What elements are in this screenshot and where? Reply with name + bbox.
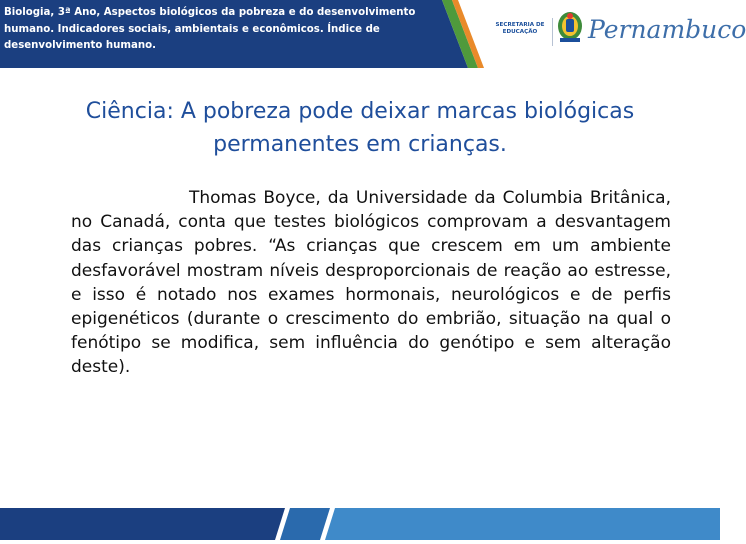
footer-band-shape: [0, 490, 720, 540]
logo-divider: [552, 18, 553, 46]
coat-of-arms-icon: [556, 10, 584, 44]
secretaria-label: SECRETARIA DE EDUCAÇÃO: [495, 22, 545, 35]
header-banner: [0, 0, 746, 68]
course-description: Biologia, 3ª Ano, Aspectos biológicos da pobreza e do desenvolvimento humano. Indicadores sociais, ambientais e econômicos. Índice de desenvolvimento humano.: [4, 7, 416, 51]
slide-body: [71, 186, 671, 380]
footer-band: [0, 490, 720, 540]
pernambuco-logo: [492, 8, 746, 52]
body-paragraph: Thomas Boyce, da Universidade da Columbia Britânica, no Canadá, conta que testes biológicos comprovam a desvantagem das crianças pobres. “As crianças que crescem em um ambiente desfavorável mostram níveis desproporcionais de reação ao estresse, e isso é notado nos exames hormonais, neurológicos e de perfis epigenéticos (durante o crescimento do embrião, situação na qual o fenótipo se modifica, sem influência do genótipo e sem alteração deste).: [71, 188, 671, 378]
logo-wordmark: Pernambuco: [588, 15, 746, 44]
slide-title: Ciência: A pobreza pode deixar marcas biológicas permanentes em crianças.: [85, 99, 635, 157]
